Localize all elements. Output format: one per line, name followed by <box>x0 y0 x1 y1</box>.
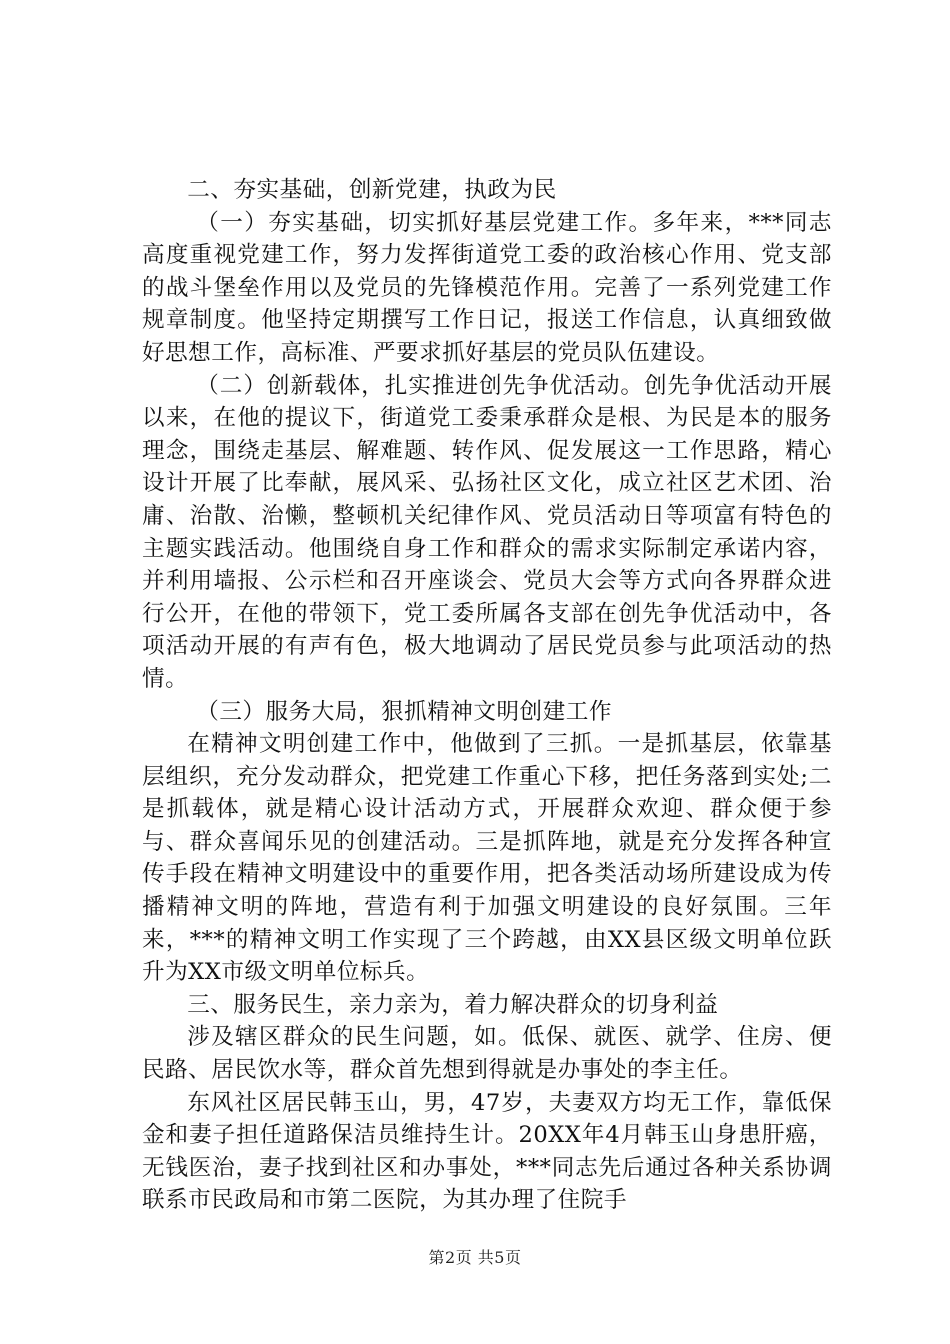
paragraph-party-building-basics: （一）夯实基础，切实抓好基层党建工作。多年来，***同志高度重视党建工作，努力发挥街道党工委的政治核心作用、党支部的战斗堡垒作用以及党员的先锋模范作用。完善了一系列党建工作规章制度。他坚持定期撰写工作日记，报送工作信息，认真细致做好思想工作，高标准、严要求抓好基层的党员队伍建设。 <box>142 209 832 366</box>
paragraph-three-grasps: 在精神文明创建工作中，他做到了三抓。一是抓基层，依靠基层组织，充分发动群众，把党建工作重心下移，把任务落到实处;二是抓载体，就是精心设计活动方式，开展群众欢迎、群众便于参与、群众喜闻乐见的创建活动。三是抓阵地，就是充分发挥各种宣传手段在精神文明建设中的重要作用，把各类活动场所建设成为传播精神文明的阵地，营造有利于加强文明建设的良好氛围。三年来，***的精神文明工作实现了三个跨越，由XX县区级文明单位跃升为XX市级文明单位标兵。 <box>142 731 832 986</box>
subheading-spiritual-civilization: （三）服务大局，狠抓精神文明创建工作 <box>196 698 612 725</box>
section-heading-3: 三、服务民生，亲力亲为，着力解决群众的切身利益 <box>187 991 719 1018</box>
page-number-footer: 第2页 共5页 <box>428 1248 522 1267</box>
paragraph-resident-case: 东风社区居民韩玉山，男，47岁，夫妻双方均无工作，靠低保金和妻子担任道路保洁员维持生计。20XX年4月韩玉山身患肝癌，无钱医治，妻子找到社区和办事处，***同志先后通过各种关系协调联系市民政局和市第二医院，为其办理了住院手 <box>142 1089 832 1214</box>
section-heading-2: 二、夯实基础，创新党建，执政为民 <box>187 177 557 203</box>
paragraph-livelihood-issues: 涉及辖区群众的民生问题，如。低保、就医、就学、住房、便民路、居民饮水等，群众首先想到得就是办事处的李主任。 <box>142 1024 832 1084</box>
document-body <box>142 174 832 1217</box>
paragraph-excellence-activities: （二）创新载体，扎实推进创先争优活动。创先争优活动开展以来，在他的提议下，街道党工委秉承群众是根、为民是本的服务理念，围绕走基层、解难题、转作风、促发展这一工作思路，精心设计开展了比奉献，展风采、弘扬社区文化，成立社区艺术团、治庸、治散、治懒，整顿机关纪律作风、党员活动日等项富有特色的主题实践活动。他围绕自身工作和群众的需求实际制定承诺内容，并利用墙报、公示栏和召开座谈会、党员大会等方式向各界群众进行公开，在他的带领下，党工委所属各支部在创先争优活动中，各项活动开展的有声有色，极大地调动了居民党员参与此项活动的热情。 <box>142 372 832 692</box>
